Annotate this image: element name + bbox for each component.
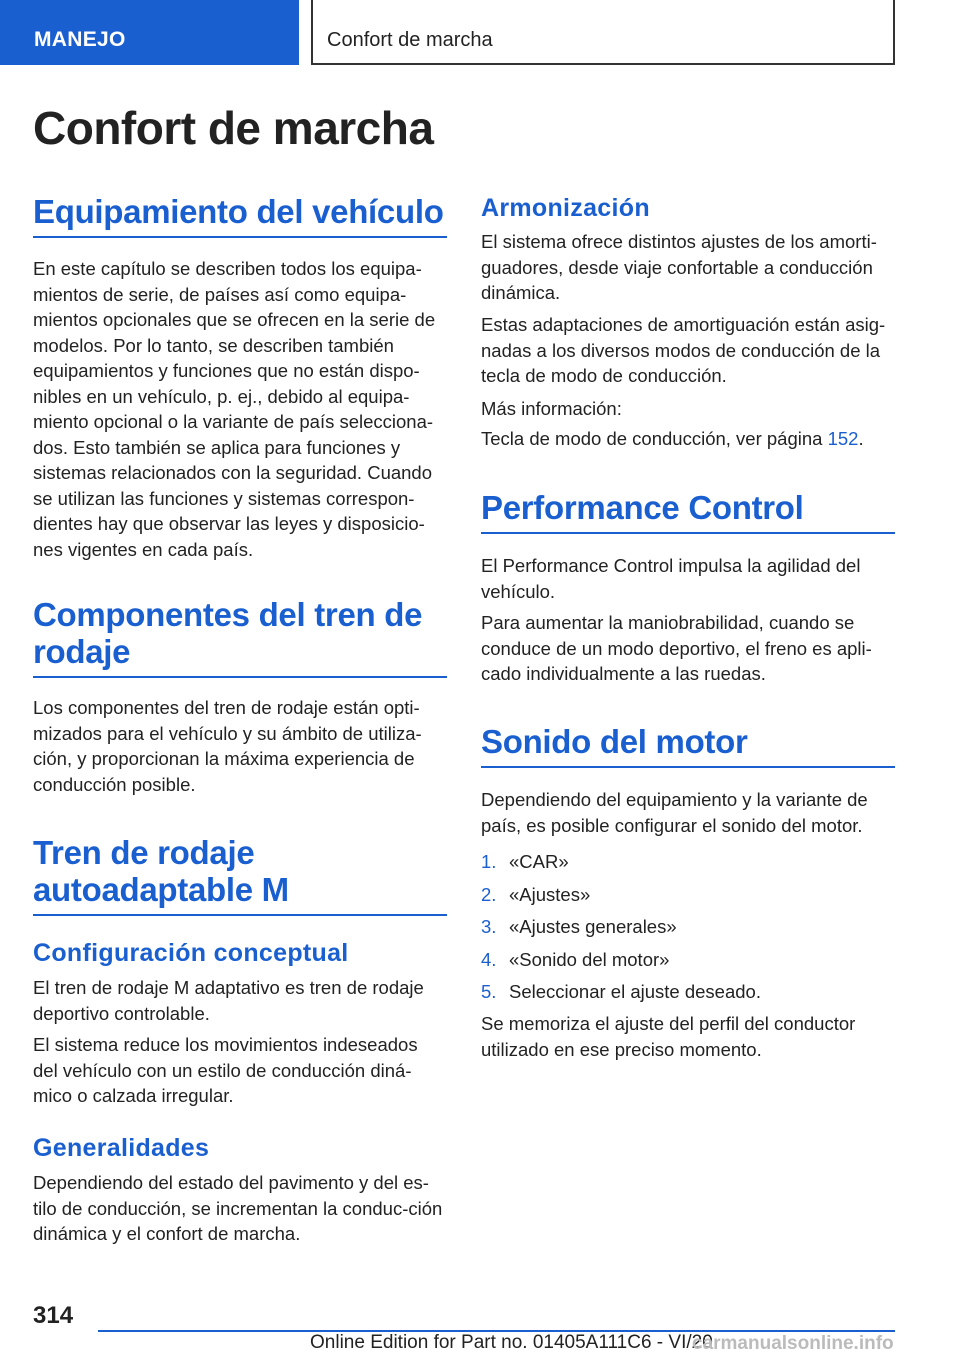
step-text: Seleccionar el ajuste deseado. — [509, 981, 761, 1002]
watermark: carmanualsonline.info — [692, 1333, 894, 1354]
paragraph-sonido-motor: Dependiendo del equipamiento y la variante de país, es posible configurar el sonido del motor. — [481, 789, 868, 836]
paragraph-armonizacion-2: Estas adaptaciones de amortiguación están asig-nadas a los diversos modos de conducción de la tecla de modo de conducción. — [481, 314, 886, 386]
page-number: 314 — [33, 1302, 74, 1329]
list-item — [481, 944, 895, 977]
heading-tren-de-rodaje: Tren de rodaje autoadaptable M — [33, 834, 447, 916]
reference-text: Tecla de modo de conducción, ver página — [481, 428, 828, 449]
paragraph-configuracion-1: El tren de rodaje M adaptativo es tren de rodaje deportivo controlable. — [33, 977, 424, 1024]
footer-edition: Online Edition for Part no. 01405A111C6 - VI/20 — [310, 1332, 713, 1353]
paragraph-componentes: Los componentes del tren de rodaje están opti-mizados para el vehículo y su ámbito de utiliza-ción, y proporcionan la máxima experiencia de conducción posible. — [33, 697, 422, 795]
paragraph-configuracion-2: El sistema reduce los movimientos indeseados del vehículo con un estilo de conducción diná-mico o calzada irregular. — [33, 1034, 418, 1106]
heading-armonizacion: Armonización — [481, 194, 650, 222]
list-item — [481, 879, 895, 912]
step-number: 5. — [481, 981, 497, 1002]
steps-list — [481, 846, 895, 1009]
heading-equipamiento: Equipamiento del vehículo — [33, 193, 447, 238]
heading-generalidades: Generalidades — [33, 1134, 210, 1162]
list-item — [481, 846, 895, 879]
header-topic-label: Confort de marcha — [327, 29, 493, 51]
list-item — [481, 911, 895, 944]
heading-sonido-motor: Sonido del motor — [481, 723, 895, 768]
paragraph-armonizacion-1: El sistema ofrece distintos ajustes de los amorti-guadores, desde viaje confortable a conducción dinámica. — [481, 231, 877, 303]
page-reference-link[interactable]: 152 — [827, 428, 859, 449]
step-number: 2. — [481, 883, 497, 905]
step-text: «Ajustes generales» — [509, 916, 677, 937]
step-text: «Sonido del motor» — [509, 948, 670, 970]
heading-configuracion: Configuración conceptual — [33, 939, 349, 967]
header-section-tab — [0, 0, 299, 65]
list-item — [481, 976, 895, 1009]
step-number: 1. — [481, 851, 497, 872]
step-number: 3. — [481, 916, 497, 937]
paragraph-page-reference — [481, 426, 895, 452]
page-title: Confort de marcha — [33, 102, 434, 154]
paragraph-generalidades: Dependiendo del estado del pavimento y del es-tilo de conducción, se incrementan la conduc-ción dinámica y el confort de marcha. — [33, 1172, 443, 1244]
heading-componentes: Componentes del tren de rodaje — [33, 596, 447, 678]
paragraph-sonido-after: Se memoriza el ajuste del perfil del conductor utilizado en ese preciso momento. — [481, 1013, 856, 1060]
paragraph-equipamiento: En este capítulo se describen todos los equipa-mientos de serie, de países así como equipa-mientos opcionales que se ofrecen en la serie de modelos. Por lo tanto, se describen también equipamientos y funciones que no están dispo-nibles en un vehículo, p. ej., debido al equipa-miento opcional o la variante de país selecciona-dos. Esto también se aplica para funciones y sistemas relacionados con la seguridad. Cuando se utilizan las funciones y sistemas correspon-dientes hay que observar las leyes y disposicio-nes vigentes en cada país. — [33, 258, 436, 560]
header-section-label: MANEJO — [34, 28, 126, 51]
step-number: 4. — [481, 948, 497, 970]
paragraph-mas-informacion: Más información: — [481, 398, 622, 419]
step-text: «CAR» — [509, 851, 569, 872]
reference-end: . — [858, 428, 864, 449]
header-topic-box — [311, 0, 895, 65]
step-text: «Ajustes» — [509, 883, 591, 905]
heading-performance-control: Performance Control — [481, 489, 895, 534]
paragraph-performance-1: El Performance Control impulsa la agilidad del vehículo. — [481, 555, 861, 602]
paragraph-performance-2: Para aumentar la maniobrabilidad, cuando se conduce de un modo deportivo, el freno es apli-cado individualmente a las ruedas. — [481, 612, 872, 684]
